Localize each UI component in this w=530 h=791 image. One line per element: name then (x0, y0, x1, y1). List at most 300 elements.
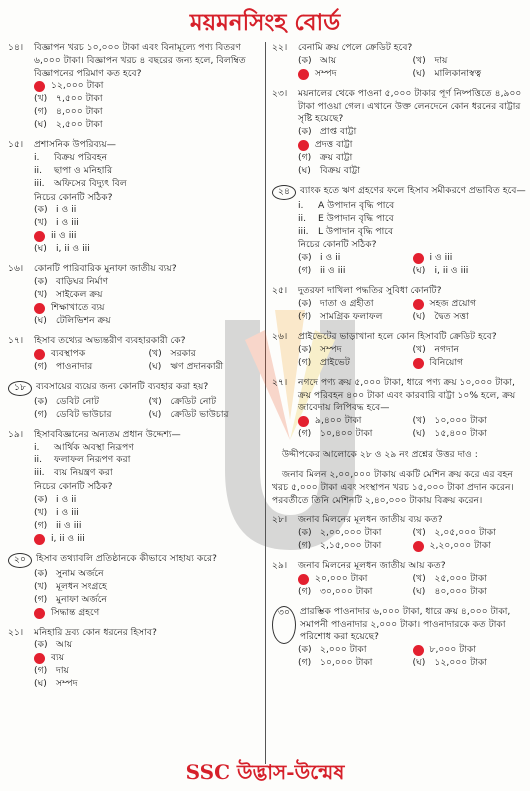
answer-option[interactable] (413, 573, 528, 586)
statement-text: বিক্রয় পরিবহন (54, 152, 108, 164)
answer-option[interactable] (298, 415, 413, 428)
statement-text: L উপাদান বৃদ্ধি পাবে (318, 225, 394, 237)
selected-answer-marker (34, 349, 45, 360)
question-number: ২১। (8, 626, 24, 638)
footer-brand: SSC উদ্ভাস-উন্মেষ (185, 760, 345, 784)
option-list (34, 568, 263, 620)
question-text: বিজ্ঞাপন খরচ ১০,০০০ টাকা এবং বিনামূল্যে পণ্য বিতরণ ৬,০০০ টাকা। বিজ্ঞাপন খরচ ৪ বছরের জন্য হলে, বিলম্বিত বিজ্ঞাপনের পরিমাণ কত হবে? (34, 42, 246, 79)
question-number: ১৬। (8, 263, 24, 275)
answer-option[interactable] (34, 594, 263, 607)
option-text: ২,০০,০০০ টাকা (320, 527, 382, 539)
answer-option[interactable] (298, 573, 413, 586)
selected-answer-marker (34, 303, 45, 314)
answer-option[interactable] (298, 165, 527, 178)
option-label: (ক) (34, 493, 48, 505)
question-text: মনিহারি দ্রব্য কোন ধরনের হিসাব? (34, 626, 157, 638)
option-text: ১৫,৪০০ টাকা (434, 428, 487, 440)
answer-option[interactable] (34, 204, 263, 217)
option-label: (ক) (298, 644, 312, 656)
answer-option[interactable] (298, 586, 413, 599)
option-text: ২৫,০০০ টাকা (434, 572, 487, 584)
option-label: (ঘ) (412, 67, 426, 79)
option-list (34, 348, 263, 374)
option-label: (গ) (34, 519, 48, 531)
option-label: (ঘ) (412, 428, 426, 440)
selected-answer-marker (34, 231, 45, 242)
option-label: (গ) (34, 106, 48, 118)
selected-answer-marker (34, 608, 45, 619)
option-text: সরকার (170, 348, 196, 360)
selected-answer-marker (413, 299, 424, 310)
question-number: ২৬। (272, 330, 288, 342)
selected-answer-marker (298, 574, 309, 585)
option-text: ২,০০০ টাকা (320, 644, 367, 656)
question-text: বেনামি ক্রয় পেলে ক্রেডিট হবে? (298, 42, 413, 53)
left-column (8, 42, 263, 698)
answer-option[interactable] (34, 652, 263, 665)
option-text: সম্পদ (315, 67, 337, 79)
statement-label: ii. (298, 212, 307, 224)
question-header (8, 627, 263, 640)
question-header (272, 560, 527, 573)
option-text: দায় (434, 54, 448, 66)
question-header (272, 185, 527, 200)
answer-option[interactable] (298, 55, 413, 68)
option-label: (ক) (34, 639, 48, 651)
question-text: হিসাব তথ্যাবলি প্রতিষ্ঠানকে কীভাবে সাহায্য করে? (36, 552, 217, 564)
option-text: দাতা ও গ্রহীতা (320, 298, 374, 310)
question-block (8, 429, 263, 546)
answer-option[interactable] (34, 568, 263, 581)
option-label: (ক) (298, 54, 312, 66)
option-text: i, ii ও iii (51, 532, 85, 544)
question-header (8, 139, 263, 152)
statement-item (34, 442, 263, 455)
option-label: (ঘ) (412, 657, 426, 669)
option-text: বিনিয়োগ (429, 356, 464, 368)
option-text: ১০,৪০০ টাকা (320, 428, 373, 440)
answer-option[interactable] (34, 396, 149, 409)
question-number: ২৯। (272, 559, 288, 571)
question-header (8, 263, 263, 276)
answer-option[interactable] (413, 68, 528, 81)
option-text: i, ii ও iii (56, 243, 90, 255)
page-title: ময়মনসিংহ বোর্ড (189, 9, 341, 36)
question-number: ১৮ (8, 381, 32, 396)
answer-option[interactable] (34, 520, 263, 533)
answer-option[interactable] (34, 289, 263, 302)
question-number: ২২। (272, 42, 288, 53)
option-text: ৯,৪০০ টাকা (315, 415, 362, 427)
option-text: সম্পদ (320, 343, 342, 355)
answer-option[interactable] (298, 344, 413, 357)
answer-option[interactable] (298, 68, 413, 81)
option-text: ১০,০০০ টাকা (320, 657, 373, 669)
option-list (34, 396, 263, 422)
option-label: (ঘ) (148, 408, 162, 420)
option-text: i ও iii (429, 252, 453, 264)
statement-item (298, 213, 527, 226)
question-text: হিসাববিজ্ঞানের অন্যতম প্রধান উদ্দেশ্য— (34, 428, 181, 440)
option-list (298, 415, 527, 441)
answer-option[interactable] (298, 126, 527, 139)
question-number: ৩০ (272, 606, 296, 644)
option-text: সাইকেল ক্রয় (56, 289, 103, 301)
option-text: i ও iii (56, 506, 79, 518)
answer-option[interactable] (34, 230, 263, 243)
question-text: প্রারম্ভিক পাওনাদার ৬,০০০ টাকা, ধারে ক্রয় ৪,০০০ টাকা, সমাপনী পাওনাদার ২,০০০ টাকা। পাওনাদারকে কত টাকা পরিশোধ করা হয়েছে? (300, 605, 511, 643)
answer-option[interactable] (34, 302, 263, 315)
answer-option[interactable] (34, 361, 149, 374)
statement-label: iii. (34, 177, 45, 189)
option-label: (গ) (298, 265, 312, 277)
option-text: ৮,০০০ টাকা (429, 644, 476, 656)
question-header (8, 381, 263, 396)
option-label: (গ) (34, 665, 48, 677)
option-label: (ঘ) (412, 265, 426, 277)
option-label: (গ) (298, 540, 312, 552)
question-block (8, 553, 263, 620)
option-label: (খ) (412, 527, 426, 539)
option-text: মূলধন সংগ্রহে (56, 580, 107, 592)
answer-option[interactable] (34, 93, 263, 106)
question-block (272, 42, 527, 81)
option-text: ব্যয় (51, 652, 65, 664)
option-text: সিদ্ধান্ত গ্রহণে (51, 606, 100, 618)
answer-option[interactable] (34, 119, 263, 132)
statement-label: i. (34, 152, 40, 164)
option-label: (গ) (298, 657, 312, 669)
question-text: ব্যাংক হতে ঋণ গ্রহণের ফলে হিসাব সমীকরণে প্রভাবিত হবে— (300, 185, 526, 197)
answer-option[interactable] (149, 409, 264, 422)
question-number: ২৩। (272, 87, 288, 99)
answer-option[interactable] (34, 639, 263, 652)
question-header (8, 42, 263, 80)
option-text: i ও ii (56, 204, 77, 216)
option-text: ২,১৫,০০০ টাকা (320, 540, 382, 552)
answer-option[interactable] (413, 657, 528, 670)
answer-option[interactable] (34, 315, 263, 328)
statement-text: ফলাফল নিরূপণ করা (54, 454, 131, 466)
selected-answer-marker (298, 416, 309, 427)
question-header (272, 514, 527, 527)
option-text: ১০,০০০ টাকা (434, 415, 487, 427)
option-label: (গ) (34, 361, 48, 373)
question-header (272, 88, 527, 126)
answer-option[interactable] (149, 361, 264, 374)
answer-option[interactable] (34, 533, 263, 546)
answer-option[interactable] (149, 396, 264, 409)
option-label: (ঘ) (412, 311, 426, 323)
option-text: ৩০,০০০ টাকা (320, 585, 373, 597)
question-block (272, 377, 527, 441)
statement-item (34, 467, 263, 480)
answer-option[interactable] (413, 265, 528, 278)
option-text: ১২,০০০ টাকা (434, 657, 487, 669)
question-header (272, 377, 527, 415)
option-list (298, 298, 527, 324)
option-label: (ক) (298, 298, 312, 310)
answer-option[interactable] (34, 80, 263, 93)
statement-label: ii. (34, 454, 43, 466)
option-text: ব্যবস্থাপক (51, 348, 86, 360)
answer-option[interactable] (34, 507, 263, 520)
answer-option[interactable] (298, 428, 413, 441)
question-block (8, 381, 263, 422)
option-label: (ঘ) (34, 315, 47, 327)
option-label: (খ) (34, 93, 48, 105)
option-label: (খ) (148, 395, 162, 407)
statement-text: অফিসের বিদ্যুৎ বিল (54, 177, 127, 189)
option-label: (গ) (298, 356, 312, 368)
answer-option[interactable] (34, 106, 263, 119)
answer-option[interactable] (413, 55, 528, 68)
option-text: সম্পদ (56, 678, 78, 690)
statement-item (34, 152, 263, 165)
option-label: (খ) (412, 572, 426, 584)
question-text: ব্যবসায়ের ব্যয়ের জন্য কোনটি ব্যবহার করা হয়? (36, 380, 209, 392)
option-text: i ও ii (320, 252, 341, 264)
option-list (34, 494, 263, 546)
option-text: ক্রয় বাট্টা (320, 152, 353, 164)
option-label: (ক) (298, 527, 312, 539)
option-list (34, 204, 263, 256)
option-list (298, 252, 527, 278)
option-text: ঋণ প্রদানকারী (170, 361, 224, 373)
answer-option[interactable] (413, 252, 528, 265)
option-label: (ঘ) (298, 165, 311, 177)
option-text: প্রাইভেট (320, 356, 350, 368)
question-text: কোনটি পারিবারিক মুনাফা জাতীয় ব্যয়? (34, 263, 177, 275)
answer-option[interactable] (34, 665, 263, 678)
question-number: ২৪ (272, 185, 296, 200)
question-text: ময়নালের থেকে পাওনা ৫,০০০ টাকার পূর্ণ নিষ্পত্তিতে ৪,৯০০ টাকা পাওয়া গেল। এখানে উক্ত লেনদেনে কোন ধরনের বাট্টার সৃষ্টি হয়েছে? (298, 87, 522, 125)
answer-option[interactable] (149, 348, 264, 361)
option-label: (গ) (34, 408, 48, 420)
option-text: ২,২০,০০০ টাকা (429, 540, 491, 552)
answer-option[interactable] (34, 678, 263, 691)
option-text: i, ii ও iii (434, 265, 469, 277)
answer-option[interactable] (34, 348, 149, 361)
question-header (8, 429, 263, 442)
answer-option[interactable] (34, 243, 263, 256)
option-text: ৪০,০০০ টাকা (434, 585, 487, 597)
question-header (8, 553, 263, 568)
selected-answer-marker (34, 534, 45, 545)
question-text: জনাব মিলনের মূলধন জাতীয় আয় কত? (298, 559, 446, 571)
statement-label: iii. (298, 225, 309, 237)
answer-option[interactable] (298, 265, 413, 278)
statement-list (298, 200, 527, 238)
answer-option[interactable] (298, 311, 413, 324)
answer-option[interactable] (298, 357, 413, 370)
option-text: সহজ প্রয়োগ (429, 298, 477, 310)
statement-item (34, 454, 263, 467)
question-block (272, 560, 527, 599)
answer-option[interactable] (298, 252, 413, 265)
question-header (272, 285, 527, 298)
statement-item (298, 226, 527, 239)
question-text: জনাব মিলনের মূলধন জাতীয় ব্যয় কত? (298, 514, 443, 526)
option-label: (খ) (148, 348, 162, 360)
question-block (272, 606, 527, 670)
answer-option[interactable] (298, 152, 527, 165)
option-label: (ক) (34, 204, 48, 216)
sub-prompt: নিচের কোনটি সঠিক? (298, 239, 377, 251)
option-list (298, 527, 527, 553)
option-text: সুনাম অর্জনে (56, 567, 104, 579)
option-text: ২০,০০০ টাকা (315, 572, 368, 584)
answer-option[interactable] (413, 540, 528, 553)
option-text: আয় (320, 54, 337, 66)
question-number: ১৭। (8, 335, 24, 347)
option-text: বাড়িঘর নির্মাণ (56, 276, 109, 288)
statement-list (34, 152, 263, 190)
answer-option[interactable] (413, 415, 528, 428)
option-label: (খ) (34, 580, 48, 592)
answer-option[interactable] (34, 494, 263, 507)
option-label: (ক) (298, 252, 312, 264)
question-block (272, 285, 527, 324)
question-text: হিসাব তথ্যের অভ্যন্তরীণ ব্যবহারকারী কে? (34, 335, 186, 347)
option-label: (খ) (34, 289, 48, 301)
option-text: ডেবিট ভাউচার (56, 408, 112, 420)
option-list (34, 639, 263, 691)
question-block (272, 331, 527, 370)
answer-option[interactable] (298, 527, 413, 540)
option-text: প্রদত্ত বাট্টা (315, 139, 353, 151)
statement-text: আর্থিক অবস্থা নিরূপণ (54, 441, 134, 453)
statement-label: i. (298, 199, 304, 211)
option-text: ১২,০০০ টাকা (51, 80, 104, 92)
answer-option[interactable] (34, 581, 263, 594)
option-label: (খ) (412, 54, 426, 66)
option-text: প্রাপ্ত বাট্টা (320, 126, 357, 138)
question-header (272, 42, 527, 55)
answer-option[interactable] (34, 607, 263, 620)
option-label: (খ) (412, 343, 426, 355)
answer-option[interactable] (298, 298, 413, 311)
statement-item (298, 200, 527, 213)
option-list (298, 126, 527, 178)
answer-option[interactable] (298, 139, 527, 152)
option-list (298, 573, 527, 599)
option-text: ক্রেডিট নোট (170, 395, 217, 407)
answer-option[interactable] (298, 540, 413, 553)
option-label: (খ) (34, 506, 48, 518)
question-text: নগদে পণ্য ক্রয় ৫,০০০ টাকা, ধারে পণ্য ক্রয় ১০,০০০ টাকা, ক্রয় পরিবহন ৪০০ টাকা এবং কারবারি বাট্টা ১০% হলে, ক্রয় জাবেদায় লিপিবদ্ধ হবে— (298, 376, 516, 414)
option-text: মুনাফা অর্জনে (56, 593, 107, 605)
statement-list (34, 442, 263, 480)
selected-answer-marker (413, 358, 424, 369)
answer-option[interactable] (298, 657, 413, 670)
answer-option[interactable] (413, 344, 528, 357)
question-block (8, 627, 263, 692)
selected-answer-marker (413, 541, 424, 552)
option-label: (গ) (298, 152, 312, 164)
answer-option[interactable] (413, 428, 528, 441)
selected-answer-marker (34, 653, 45, 664)
answer-option[interactable] (34, 217, 263, 230)
statement-item (34, 165, 263, 178)
option-label: (খ) (34, 217, 48, 229)
answer-option[interactable] (34, 409, 149, 422)
question-number: ১৫। (8, 139, 24, 151)
option-label: (ঘ) (34, 243, 47, 255)
option-text: সামগ্রিক ফলাফল (320, 311, 383, 323)
question-number: ১৯। (8, 428, 24, 440)
question-header (8, 335, 263, 348)
option-text: ডেবিট নোট (56, 395, 100, 407)
stimulus-text: জনাব মিলন ২,০০,০০০ টাকায় একটি মেশিন ক্রয় করে এর বহন খরচ ৫,০০০ টাকা এবং সংস্থাপন খরচ ১৫,০০০ টাকা প্রদান করেন। পরবর্তীতে তিনি মেশিনটি ২,৪০,০০০ টাকায় বিক্রয় করেন। (272, 469, 514, 507)
option-text: দায় (56, 665, 69, 677)
option-label: (গ) (298, 585, 312, 597)
option-list (298, 644, 527, 670)
statement-text: ছাপা ও মনিহারি (54, 164, 113, 176)
question-header (272, 331, 527, 344)
answer-option[interactable] (413, 298, 528, 311)
option-text: i ও ii (56, 493, 77, 505)
option-text: টেলিভিশন ক্রয় (56, 315, 111, 327)
option-text: ii ও iii (56, 519, 82, 531)
statement-text: ব্যয় নিয়ন্ত্রণ করা (54, 467, 113, 479)
answer-option[interactable] (34, 276, 263, 289)
question-number: ১৪। (8, 42, 24, 53)
option-text: নগদান (434, 343, 459, 355)
option-list (298, 344, 527, 370)
statement-text: E উপাদান বৃদ্ধি পাবে (318, 212, 394, 224)
answer-option[interactable] (413, 527, 528, 540)
statement-item (34, 178, 263, 191)
option-text: ii ও iii (51, 230, 77, 242)
option-list (34, 80, 263, 132)
selected-answer-marker (413, 253, 424, 264)
option-text: বিক্রয় বাট্টা (320, 165, 360, 177)
question-text: প্রাইভেটের ভাড়াখানা হলে কোন হিসাবটি ক্রেডিট হবে? (298, 330, 497, 342)
question-number: ২৭। (272, 376, 288, 388)
option-text: শিক্ষাখাতে ব্যয় (51, 302, 105, 314)
selected-answer-marker (34, 81, 45, 92)
question-header (272, 606, 527, 644)
answer-option[interactable] (413, 586, 528, 599)
right-column (272, 42, 527, 677)
option-label: (ঘ) (34, 678, 47, 690)
option-label: (ক) (34, 567, 48, 579)
question-number: ২৮। (272, 514, 288, 526)
statement-label: i. (34, 441, 40, 453)
option-label: (ক) (34, 276, 48, 288)
question-text: দুতরফা দাখিলা পদ্ধতির সুবিধা কোনটি? (298, 285, 442, 297)
question-block (272, 185, 527, 278)
answer-option[interactable] (413, 644, 528, 657)
sub-prompt: নিচের কোনটি সঠিক? (34, 480, 113, 492)
option-text: ii ও iii (320, 265, 346, 277)
answer-option[interactable] (413, 357, 528, 370)
answer-option[interactable] (298, 644, 413, 657)
option-text: ২,০৫,০০০ টাকা (434, 527, 496, 539)
option-label: (ঘ) (148, 361, 162, 373)
answer-option[interactable] (413, 311, 528, 324)
statement-text: A উপাদান বৃদ্ধি পাবে (318, 199, 395, 211)
option-text: পাওনাদার (56, 361, 93, 373)
option-text: আয় (56, 639, 73, 651)
statement-label: ii. (34, 164, 43, 176)
option-label: (ক) (298, 126, 312, 138)
option-label: (ঘ) (412, 585, 426, 597)
option-label: (ক) (34, 395, 48, 407)
question-block (272, 514, 527, 553)
question-block (8, 139, 263, 256)
